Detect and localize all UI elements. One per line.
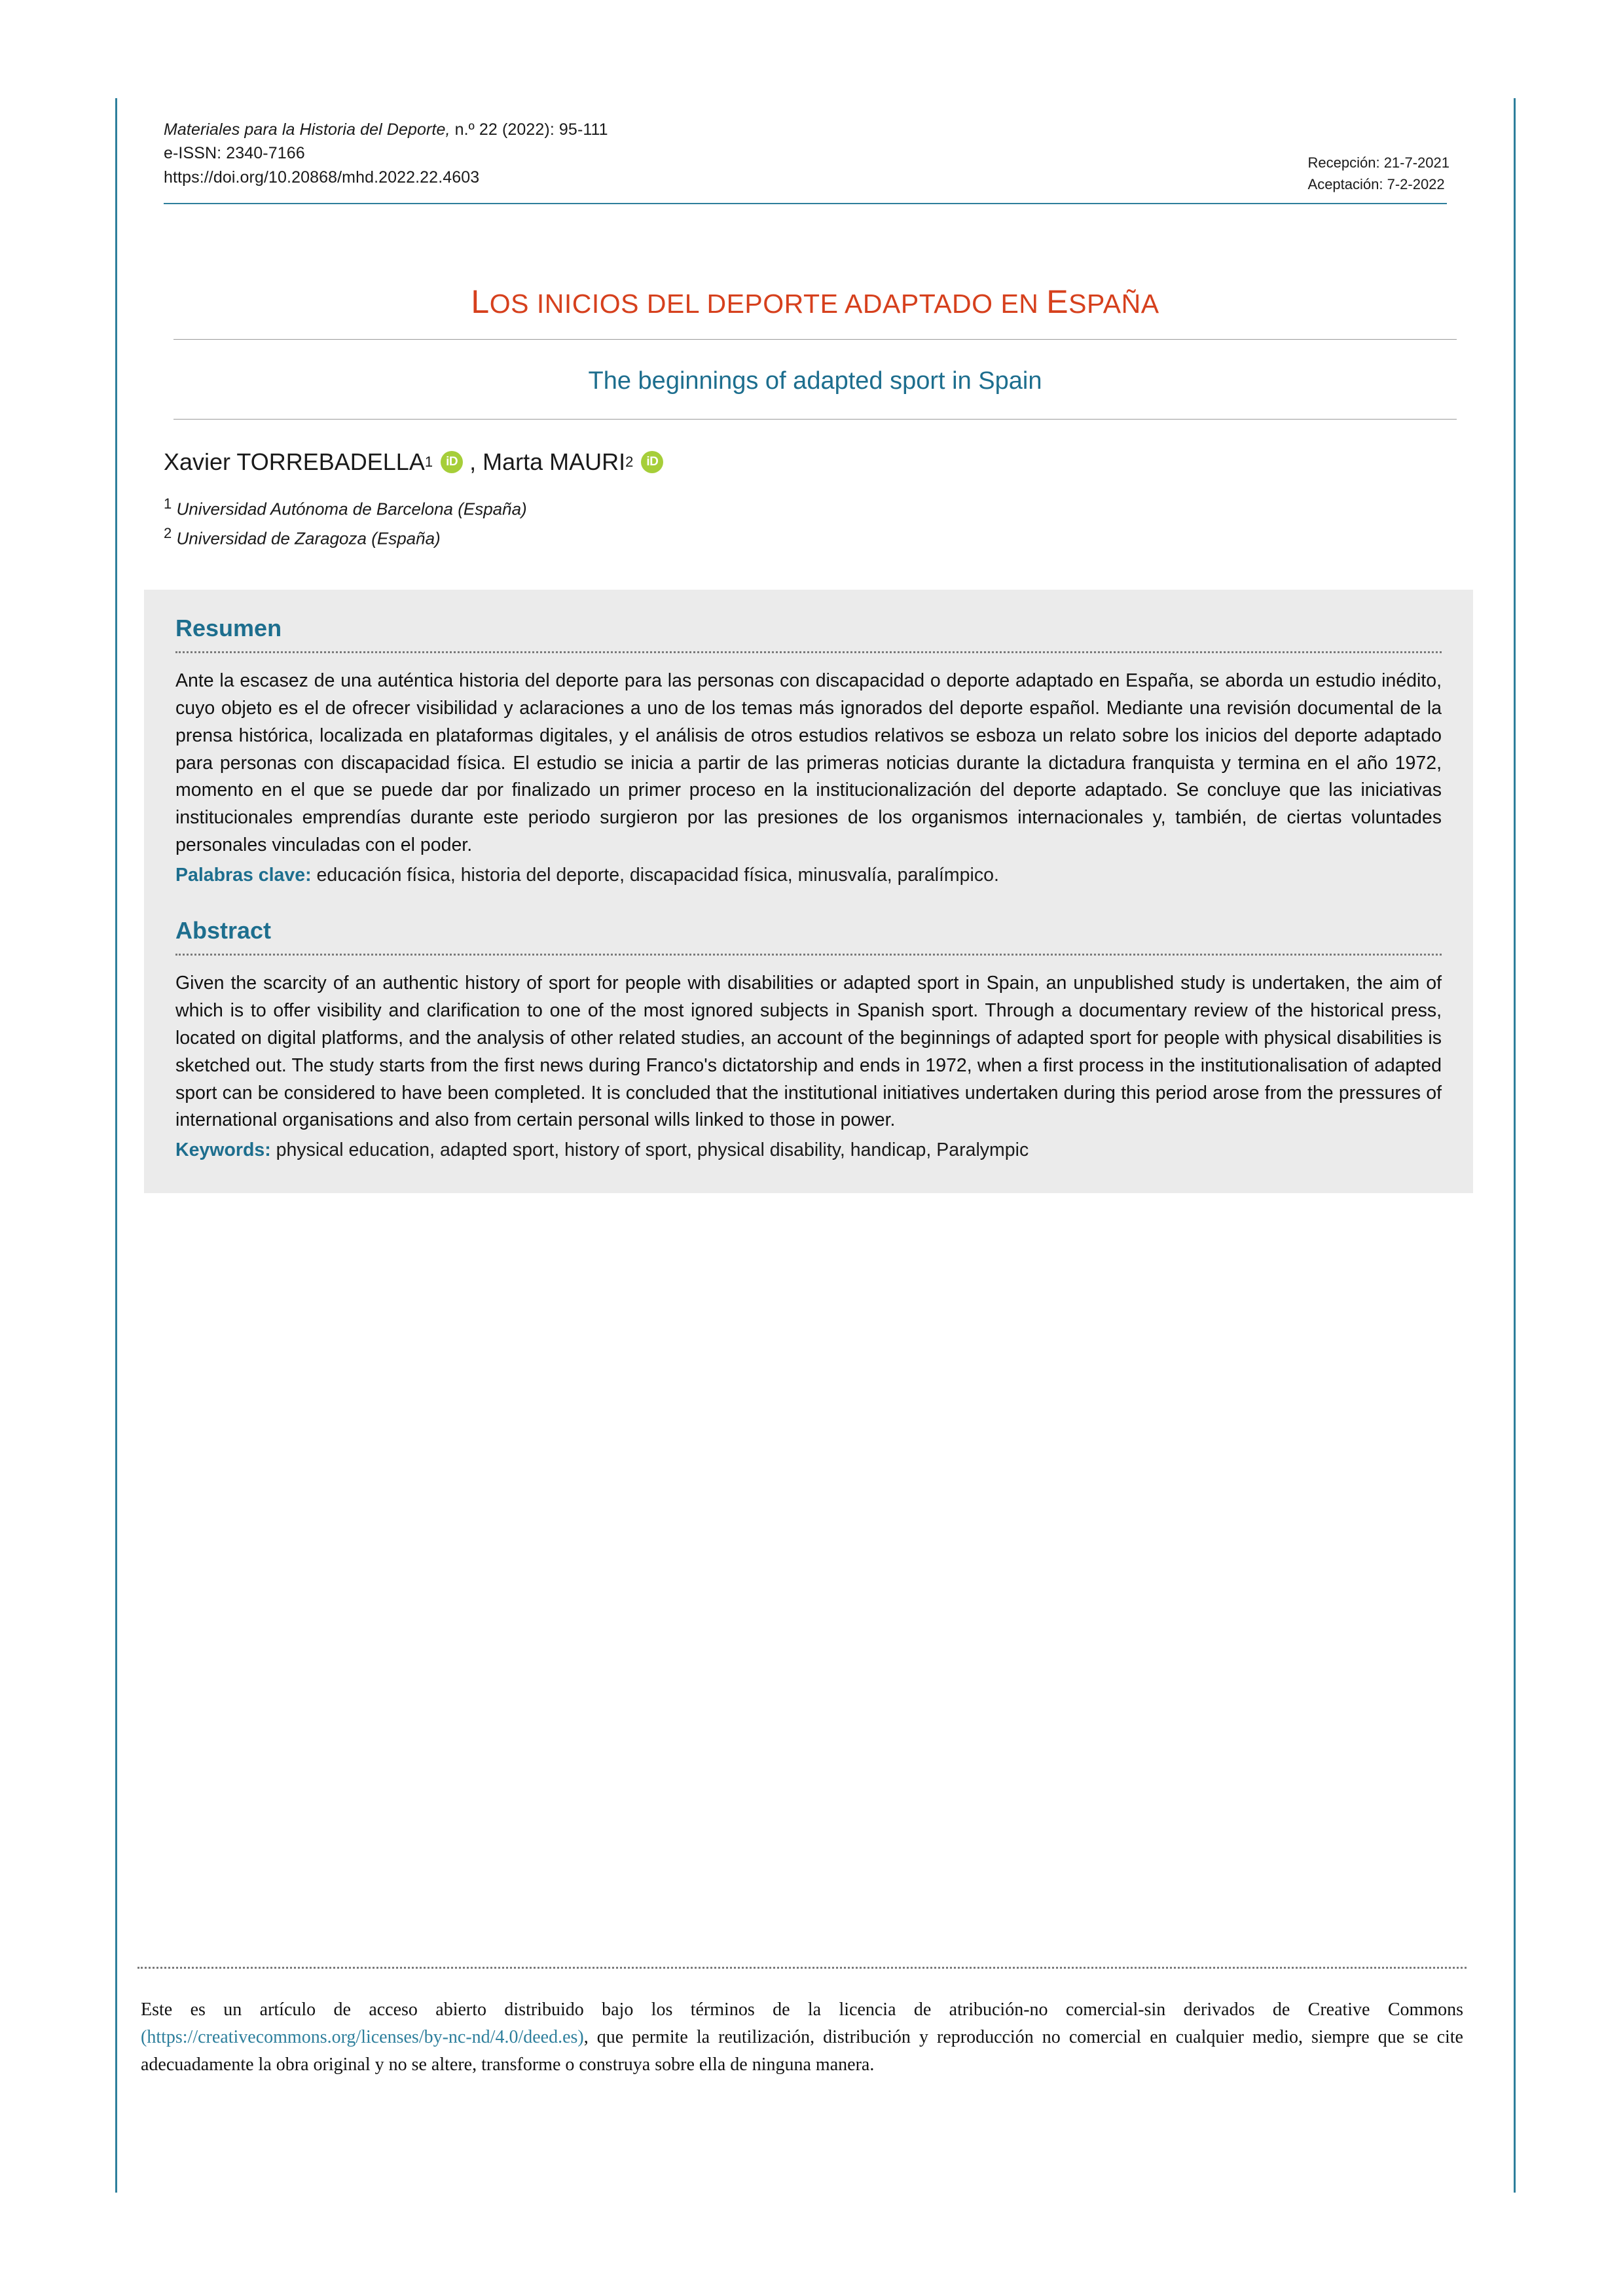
title-es-tail: SPAÑA	[1068, 289, 1159, 319]
keywords-values: physical education, adapted sport, history of sport, physical disability, handicap, Paralympic	[270, 1139, 1029, 1161]
orcid-icon-author-2[interactable]: iD	[641, 451, 663, 473]
resumen-heading: Resumen	[175, 614, 282, 641]
journal-doi[interactable]: https://doi.org/10.20868/mhd.2022.22.4603	[164, 168, 480, 187]
orcid-icon-author-1[interactable]: iD	[441, 451, 463, 473]
abstract-text: Given the scarcity of an authentic history of sport for people with disabilities or adapted sport in Spain, an unpublished study is undertaken, the aim of which is to offer visibility and clarification to one of the most ignored subjects in Spanish sport. Through a documentary review of the historical press, located on digital platforms, and the analysis of other related studies, an account of the beginnings of adapted sport for people with physical disabilities is sketched out. The study starts from the first news during Franco's dictatorship and ends in 1972, when a first process in the institutionalisation of adapted sport can be considered to have been completed. It is concluded that the institutional initiatives undertaken during this period arose from the pressures of international organisations and also from certain personal wills linked to those in power.	[175, 973, 1442, 1131]
journal-issue: n.º 22 (2022): 95-111	[454, 120, 608, 139]
license-notice	[141, 1996, 1463, 2079]
author-2-affiliation-marker: 2	[625, 454, 634, 470]
affiliation-2	[164, 522, 1467, 552]
resumen-dotted-rule	[175, 651, 1442, 653]
page-title-es	[164, 283, 1467, 321]
resumen-text: Ante la escasez de una auténtica historia del deporte para las personas con discapacidad o deporte adaptado en España, se aborda un estudio inédito, cuyo objeto es el de ofrecer visibilidad y aclaraciones a uno de los temas más ignorados del deporte español. Mediante una revisión documental de la prensa histórica, localizada en plataformas digitales, y el análisis de otros estudios relativos se esboza un relato sobre los inicios del deporte adaptado para personas con discapacidad física. El estudio se inicia a partir de las primeras noticias durante la dictadura franquista y termina en el año 1972, momento en el que se puede dar por finalizado un primer proceso en la institucionalización del deporte adaptado. Se concluye que las iniciativas institucionales emprendías durante este periodo surgieron por las presiones de los organismos internacionales y, también, de ciertas voluntades personales vinculadas con el poder.	[175, 670, 1442, 856]
affiliations	[164, 493, 1467, 552]
license-text-part2: , que permite la reutilización, distribución y reproducción no comercial en cualquier medio, siempre que se cite adecuadamente la obra original y no se altere, transforme o construya sobre ella de ninguna manera.	[141, 2027, 1463, 2075]
abstract-dotted-rule	[175, 954, 1442, 956]
author-1-affiliation-marker: 1	[424, 454, 433, 470]
title-divider-1	[173, 339, 1457, 340]
reception-date: Recepción: 21-7-2021	[1307, 154, 1450, 171]
palabras-clave-values: educación física, historia del deporte, discapacidad física, minusvalía, paralímpico.	[311, 865, 999, 886]
page-title-en: The beginnings of adapted sport in Spain	[588, 367, 1042, 395]
journal-header	[164, 118, 1467, 195]
author-2-name: , Marta MAURI	[469, 448, 626, 475]
title-divider-2	[173, 419, 1457, 420]
abstract-box	[144, 590, 1473, 1193]
footer-dotted-rule	[137, 1967, 1467, 1969]
journal-name: Materiales para la Historia del Deporte,	[164, 120, 450, 139]
keywords-label: Keywords:	[175, 1139, 271, 1161]
title-es-initial: L	[471, 283, 490, 320]
title-es-initial2: E	[1046, 283, 1069, 320]
journal-meta	[164, 118, 608, 189]
author-list	[164, 448, 1467, 476]
palabras-clave-label: Palabras clave:	[175, 865, 312, 886]
palabras-clave	[175, 862, 1442, 889]
article-content	[164, 118, 1467, 1193]
right-vertical-rule	[1514, 98, 1516, 2193]
affiliation-2-marker: 2	[164, 524, 172, 541]
journal-eissn: e-ISSN: 2340-7166	[164, 144, 305, 163]
affiliation-1-marker: 1	[164, 495, 172, 512]
affiliation-1-text: Universidad Autónoma de Barcelona (España)	[172, 499, 527, 519]
header-separator	[164, 203, 1447, 204]
keywords	[175, 1137, 1442, 1164]
journal-title-line	[164, 118, 608, 141]
affiliation-1	[164, 493, 1467, 522]
affiliation-2-text: Universidad de Zaragoza (España)	[172, 528, 441, 548]
left-vertical-rule	[115, 98, 117, 2193]
abstract-heading: Abstract	[175, 917, 272, 944]
license-link[interactable]: (https://creativecommons.org/licenses/by-nc-nd/4.0/deed.es)	[141, 2027, 584, 2047]
license-text-part1: Este es un artículo de acceso abierto distribuido bajo los términos de la licencia de atribución-no comercial-sin derivados de Creative Commons	[141, 2000, 1463, 2020]
acceptance-date: Aceptación: 7-2-2022	[1307, 176, 1445, 192]
title-es-body: OS INICIOS DEL DEPORTE ADAPTADO EN	[489, 289, 1047, 319]
submission-dates	[1308, 152, 1450, 195]
author-1-name: Xavier TORREBADELLA	[164, 448, 425, 475]
